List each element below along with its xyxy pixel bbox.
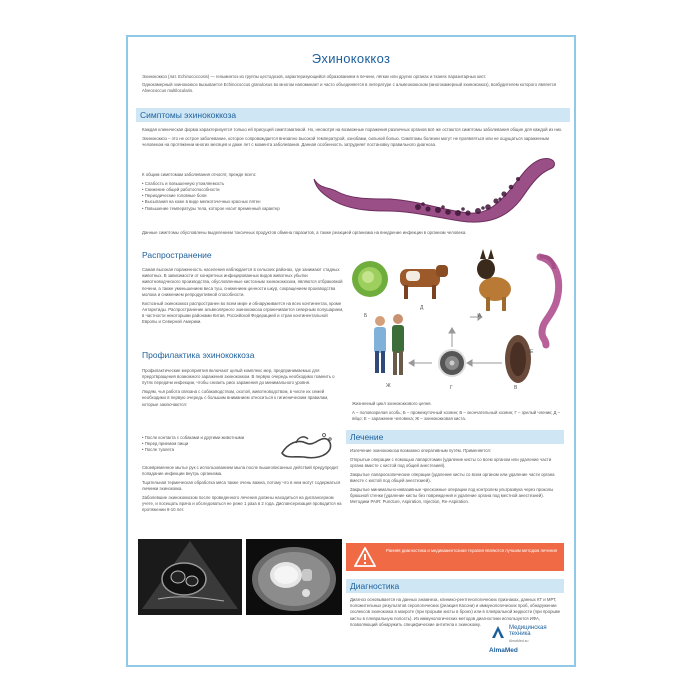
treatment-text bbox=[350, 448, 562, 508]
people-icon bbox=[374, 314, 404, 375]
prevention-heading: Профилактика эхинококкоза bbox=[142, 350, 255, 360]
prevention-item: • После туалета bbox=[142, 447, 174, 453]
intro-paragraph: Эхинококкоз (лат. Echinococcosis) — гельминтоз из группы цестодозов, характеризующийся образованием в печени, лёгких или других органах и тканях паразитарных кист. bbox=[142, 74, 487, 79]
brand-logo bbox=[489, 625, 569, 655]
prevention-text-bottom bbox=[142, 465, 344, 516]
symptom-item: • Снижение общей работоспособности bbox=[142, 186, 220, 192]
treatment-paragraph: Закрытые лапароскопические операции (удаление кисты со всем органом или удаление части органа вместе с кистой под общей анестезией). bbox=[350, 471, 555, 483]
diagnostics-heading-bar bbox=[346, 579, 564, 593]
poster bbox=[126, 35, 576, 667]
brand-logo-text: AlmaMed bbox=[489, 647, 518, 654]
prevention-text bbox=[142, 368, 344, 410]
cycle-label: Е bbox=[530, 349, 534, 355]
almamed-logo-icon bbox=[491, 625, 505, 639]
alert-text: Ранняя диагностика и медикаментозная терапия являются лучшим методом лечения bbox=[386, 548, 557, 553]
prevention-item: • После контакта с собаками и другими животными bbox=[142, 435, 245, 440]
life-cycle-diagram bbox=[350, 247, 568, 397]
symptoms-text-bottom bbox=[142, 230, 566, 239]
proglottid-icon bbox=[505, 335, 531, 383]
tapeworm-illustration bbox=[310, 149, 570, 227]
cycle-caption bbox=[352, 401, 566, 425]
symptom-item: • Периодические головные боли bbox=[142, 193, 207, 199]
spread-heading: Распространение bbox=[142, 250, 212, 260]
prevention-item: • Перед приемом пищи bbox=[142, 441, 189, 447]
adult-worm-icon bbox=[540, 257, 559, 345]
symptoms-text-top bbox=[142, 127, 566, 151]
treatment-paragraph: Закрытые минимально-инвазивные чрескожные операции под контролем ультразвука через проколы брюшной стенки (удаление кисты без повреждения и удаление органа под местной анестезией). Методики PAIR: Puncture, Aspiration, Injection, Re-Aspiration. bbox=[350, 486, 554, 504]
symptoms-paragraph: Эхинококкоз – это не острое заболевание, которое сопровождается внезапно высокой температурой, ознобами, сильной болью. Симптомы болезни могут не проявляться или не ощущаться зараженным человеком на протяжении многих месяцев и даже лет с момента заболевания. Данная особенность затрудняет постановку правильного диагноза. bbox=[142, 135, 549, 147]
symptom-item: • Высыпания на коже в виде мелкоточечных красных пятен bbox=[142, 199, 261, 205]
prevention-paragraph: Людям, чья работа связана с собаководством, охотой, животноводством, в числе их семей необходимо в первую очередь с большим вниманием относиться к гигиеническим правилам, которые заключаются: bbox=[142, 389, 329, 407]
dog-icon bbox=[477, 249, 511, 311]
spread-text bbox=[142, 267, 344, 328]
intro-paragraph: Однокамерный эхинококкоз вызывается Echinococcus granulosus во многом напоминает и часто объединяется в литературе с альвеококкозом (многокамерный эхинококкоз), возбудителем которого является Alveococcus multilocularis. bbox=[142, 82, 557, 94]
symptom-item: • Повышение температуры тела, которое носит временный характер bbox=[142, 205, 280, 211]
symptoms-heading-bar bbox=[136, 108, 570, 122]
diagnostics-paragraph: Диагноз основывается на данных анамнеза, клинико-рентгенологических признаках, данных КТ и МРТ, положительных результатов серологических (реакция Касони) и иммунологических проб, обнаружении сколексов эхинококка в мокроте (при прорыве кисты в бронх) или в плевральной жидкости (при прорыве кисты в плевральную полость). Из иммунологических методов диагностики используется ИФА, позволяющий обнаружить специфические антитела к эхинококку. bbox=[350, 597, 561, 627]
symptoms-heading: Симптомы эхинококкоза bbox=[140, 110, 237, 120]
treatment-paragraph: Излечение эхинококкоза возможно оперативным путём. Применяется: bbox=[350, 448, 491, 453]
ultrasound-image bbox=[138, 539, 242, 615]
hand-washing-icon bbox=[276, 429, 338, 463]
cycle-caption-title: Жизненный цикл эхинококкового цепня. bbox=[352, 401, 432, 406]
cyst-icon bbox=[439, 350, 465, 376]
page-title: Эхинококкоз bbox=[311, 51, 391, 66]
symptom-item: • Слабость и повышенную утомляемость bbox=[142, 180, 225, 186]
alert-banner bbox=[346, 543, 564, 571]
prevention-paragraph: Своевременное мытье рук с использованием мыла после вышеописанных действий предупредит попадание инфекции внутрь организма. bbox=[142, 465, 339, 477]
cycle-label: Г bbox=[450, 385, 453, 391]
brand-url: AlmaMed.su bbox=[509, 639, 529, 643]
prevention-list-block bbox=[142, 435, 262, 456]
cycle-label: В bbox=[514, 385, 518, 391]
treatment-heading-bar bbox=[346, 430, 564, 444]
prevention-paragraph: Тщательная термическая обработка мяса также очень важна, потому что в нем могут содержаться личинки эхинококка. bbox=[142, 479, 341, 492]
symptoms-paragraph: Каждая клиническая форма характеризуется только ей присущей симптоматикой. Но, несмотря на возможные поражения различных органов всё же остаются симптомы заболевания общие для каждой из них. bbox=[142, 127, 563, 132]
symptoms-paragraph: Данные симптомы обусловлены выделением токсичных продуктов обмена паразитов, а также реакцией организма на внедрение инфекции в организм человека. bbox=[142, 230, 467, 235]
ct-scan-image bbox=[246, 539, 342, 615]
brand-name: Медицинская техника bbox=[509, 625, 547, 638]
spread-paragraph: Кистозный эхинококкоз распространен во всем мире и обнаруживается на всех континентах, кроме Антарктиды. Распространение альвеолярного эхинококкоза ограничивается северным полушарием, в частности некоторыми районами Китая, Российской Федерацией и стран континентальной Европы и Северной Америки. bbox=[142, 300, 344, 325]
intro-text bbox=[142, 74, 562, 96]
cow-icon bbox=[400, 265, 448, 299]
cycle-label: А bbox=[478, 313, 482, 319]
symptoms-list-intro: К общим симптомам заболевания относят, прежде всего: bbox=[142, 172, 257, 177]
treatment-paragraph: Открытые операции с помощью лапаротомии (удаление кисты со всем органом или удаление части органа вместе с кистой под общей анестезией). bbox=[350, 456, 552, 468]
cabbage-icon bbox=[352, 261, 388, 297]
cycle-label: Ж bbox=[386, 383, 391, 389]
prevention-list bbox=[142, 435, 262, 454]
cycle-caption-text: А – половозрелая особь; Б – промежуточный хозяин; В – окончательный хозяин; Г – зрелый членик; Д – яйцо; Е – заражение человека; Ж – эхинококковая киста. bbox=[352, 409, 561, 421]
warning-icon bbox=[354, 547, 376, 567]
symptoms-list bbox=[142, 181, 317, 212]
treatment-heading: Лечение bbox=[350, 432, 384, 442]
prevention-paragraph: Профилактические мероприятия включают целый комплекс мер, предпринимаемых для предотвращения возможного заражения эхинококком. В первую очередь необходимо помнить о путях передачи инфекции, чтобы снизить риск заражения до минимального уровня. bbox=[142, 368, 335, 386]
diagnostics-heading: Диагностика bbox=[350, 581, 400, 591]
spread-paragraph: Самая высокая пораженность населения наблюдается в сельских районах, где занимают стадных животных. В зависимости от конкретных инфицированных видов животных убытки животноводческого производства, обусловленные кистозным эхинококкозом, являются отбраковкой печени, а также уменьшением веса туш, снижением ценности шкур, сокращением производства молока и снижением репродуктивной способности. bbox=[142, 267, 343, 297]
symptoms-list-block bbox=[142, 172, 317, 214]
cycle-label: Д bbox=[420, 305, 424, 311]
cycle-label: Б bbox=[364, 313, 368, 319]
prevention-paragraph: Заболевшие эхинококкозом после проведенного лечения должны находиться на диспансерном учете, и посещать врача и обследоваться не реже 1 раза в 2 года. Диспансеризация проводится на протяжении 8-10 лет. bbox=[142, 494, 342, 513]
